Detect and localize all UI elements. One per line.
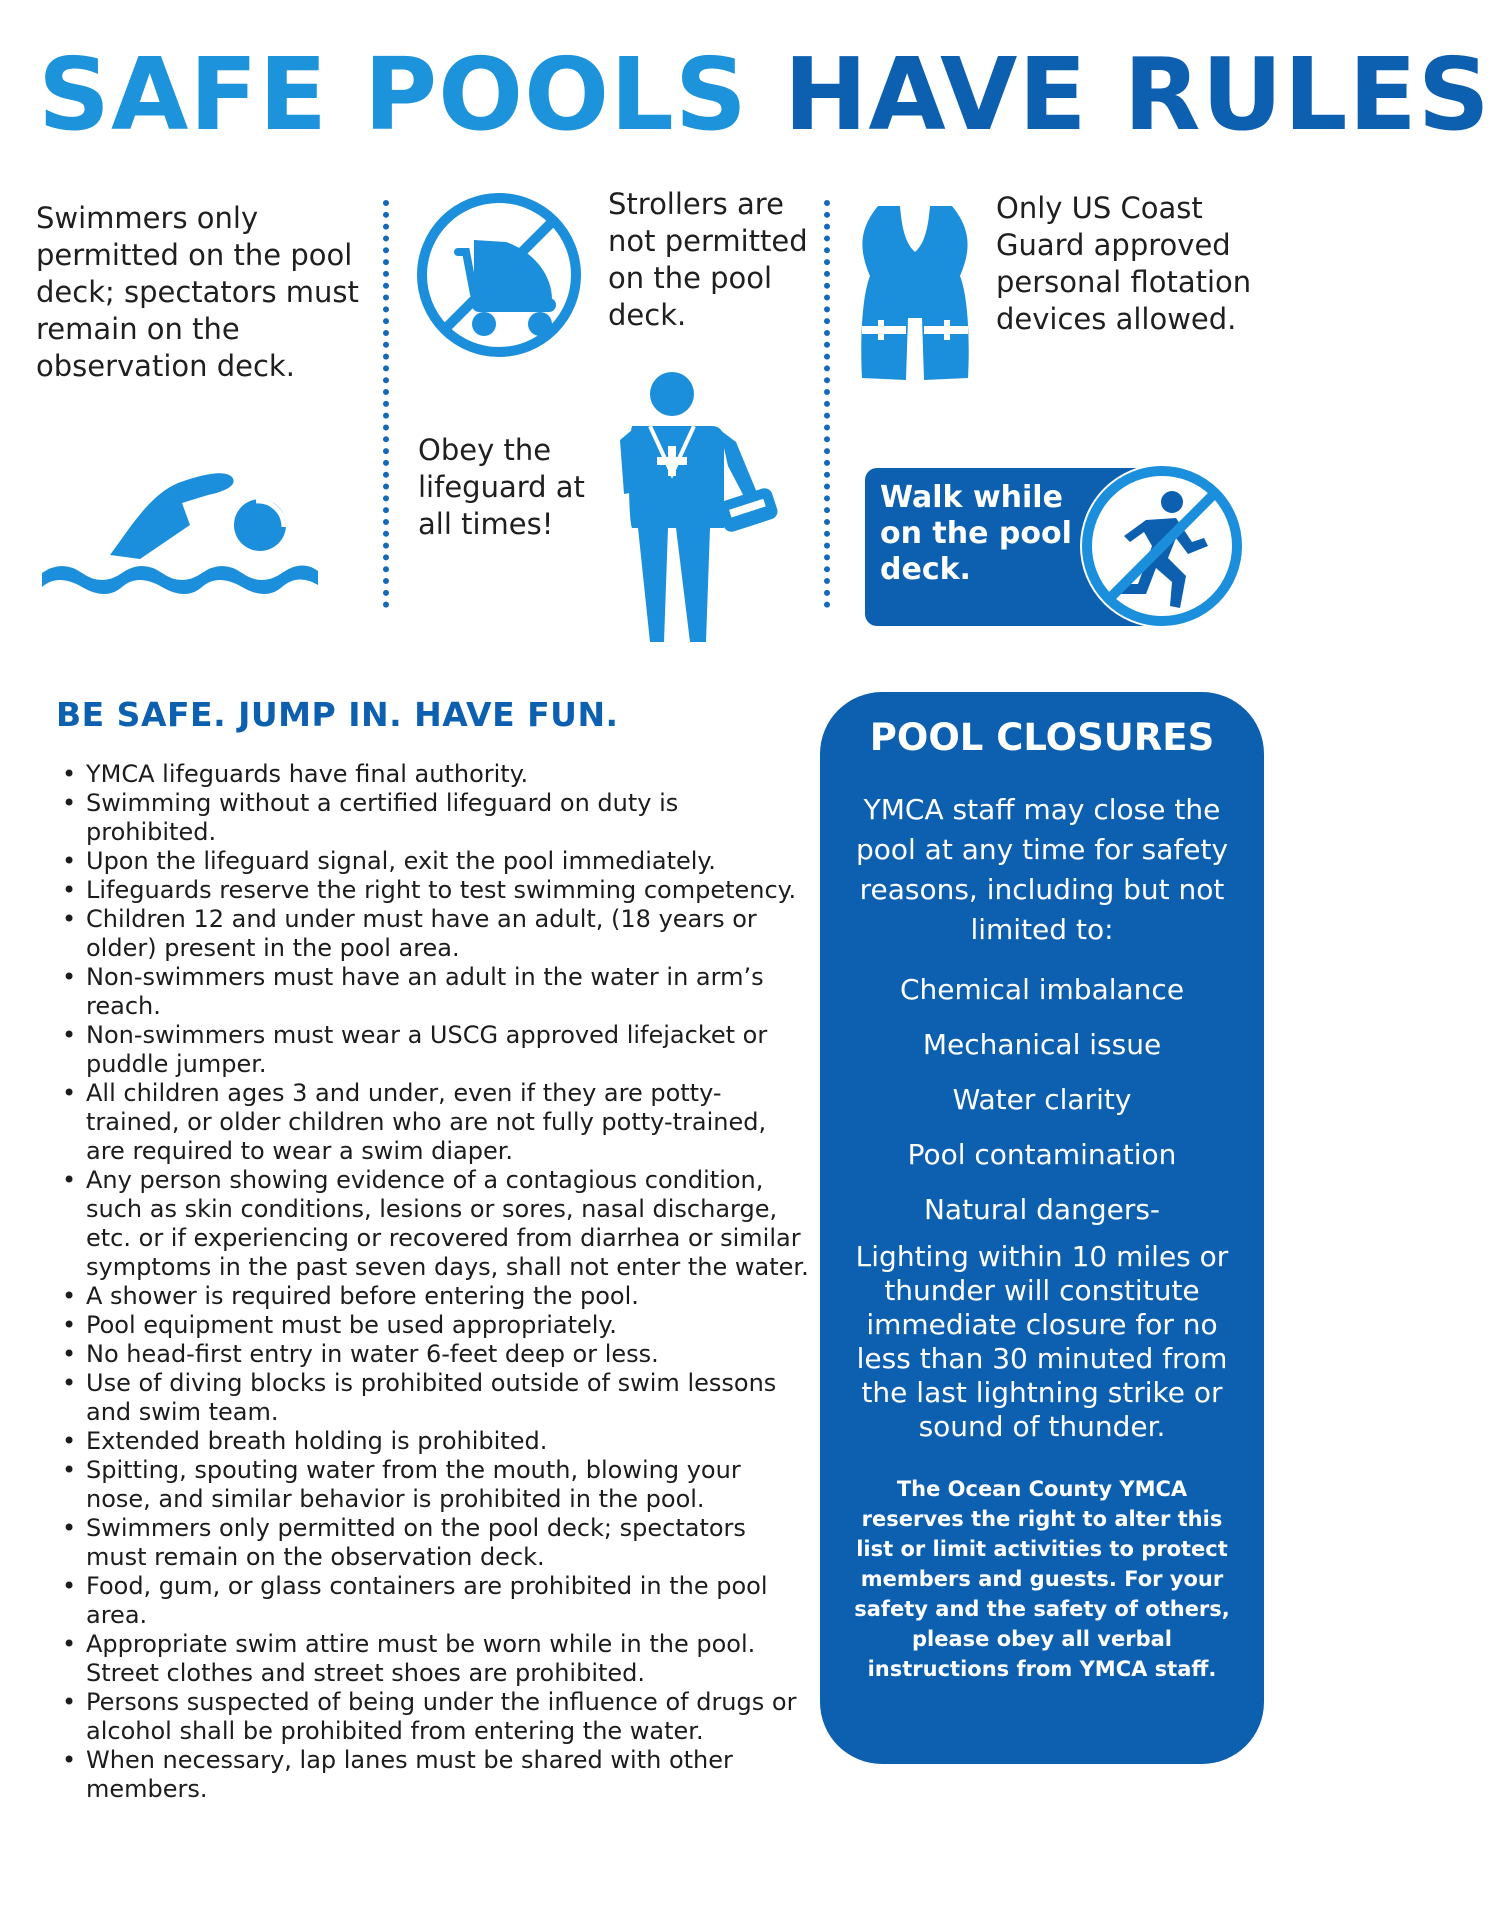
list-item: • Swimming without a certified lifeguard on duty is prohibited. xyxy=(58,789,810,847)
closures-title: POOL CLOSURES xyxy=(869,716,1215,759)
list-item: Water clarity xyxy=(952,1083,1132,1116)
list-item: • Lifeguards reserve the right to test swimming competency. xyxy=(58,876,810,905)
list-item: Mechanical issue xyxy=(922,1028,1162,1061)
list-item: • Upon the lifeguard signal, exit the pool immediately. xyxy=(58,847,810,876)
closures-footer: The Ocean County YMCA reserves the right to alter this list or limit activities to protect members and guests. For your safety and the safety of others, please obey all verbal instructions from YMCA staff. xyxy=(854,1477,1230,1681)
list-item: • Food, gum, or glass containers are prohibited in the pool area. xyxy=(58,1572,810,1630)
closures-reasons xyxy=(820,962,1264,1237)
divider-right xyxy=(824,200,830,608)
swimmer-icon xyxy=(40,455,320,595)
list-item: Chemical imbalance xyxy=(899,973,1185,1006)
list-item: • Extended breath holding is prohibited. xyxy=(58,1427,810,1456)
walk-rule: Walk while on the pool deck. xyxy=(880,480,1072,587)
list-item: • Non-swimmers must wear a USCG approved lifejacket or puddle jumper. xyxy=(58,1021,810,1079)
lifeguard-rule: Obey the lifeguard at all times! xyxy=(418,433,585,541)
rules-list xyxy=(58,760,810,1804)
life-vest-icon xyxy=(856,200,974,386)
list-item: • All children ages 3 and under, even if they are potty-trained, or older children who are not fully potty-trained, are required to wear a swim diaper. xyxy=(58,1079,810,1166)
flotation-rule: Only US Coast Guard approved personal flotation devices allowed. xyxy=(996,191,1252,336)
no-stroller-icon xyxy=(414,190,584,360)
title-part-2: HAVE RULES xyxy=(783,36,1491,153)
list-item: • No head-first entry in water 6-feet deep or less. xyxy=(58,1340,810,1369)
list-item: • YMCA lifeguards have final authority. xyxy=(58,760,810,789)
pool-closures-panel xyxy=(820,692,1264,1764)
list-item: • Appropriate swim attire must be worn while in the pool. Street clothes and street shoes are prohibited. xyxy=(58,1630,810,1688)
list-item: • When necessary, lap lanes must be shared with other members. xyxy=(58,1746,810,1804)
page-title xyxy=(38,36,1491,153)
lightning-rule: Lighting within 10 miles or thunder will constitute immediate closure for no less than 30 minuted from the last lightning strike or sound of thunder. xyxy=(855,1240,1229,1443)
list-item: • Children 12 and under must have an adult, (18 years or older) present in the pool area. xyxy=(58,905,810,963)
list-item: • A shower is required before entering the pool. xyxy=(58,1282,810,1311)
list-item: Pool contamination xyxy=(907,1138,1177,1171)
list-item: • Persons suspected of being under the influence of drugs or alcohol shall be prohibited from entering the water. xyxy=(58,1688,810,1746)
list-item: • Pool equipment must be used appropriately. xyxy=(58,1311,810,1340)
list-item: Natural dangers- xyxy=(923,1193,1161,1226)
no-running-icon xyxy=(1074,458,1250,634)
closures-intro: YMCA staff may close the pool at any time for safety reasons, including but not limited to: xyxy=(855,793,1229,946)
tagline: BE SAFE. JUMP IN. HAVE FUN. xyxy=(56,695,619,734)
list-item: • Non-swimmers must have an adult in the water in arm’s reach. xyxy=(58,963,810,1021)
list-item: • Swimmers only permitted on the pool deck; spectators must remain on the observation deck. xyxy=(58,1514,810,1572)
list-item: • Any person showing evidence of a contagious condition, such as skin conditions, lesions or sores, nasal discharge, etc. or if experiencing or recovered from diarrhea or similar symptoms in the past seven days, shall not enter the water. xyxy=(58,1166,810,1282)
list-item: • Use of diving blocks is prohibited outside of swim lessons and swim team. xyxy=(58,1369,810,1427)
divider-left xyxy=(383,200,389,608)
list-item: • Spitting, spouting water from the mouth, blowing your nose, and similar behavior is prohibited in the pool. xyxy=(58,1456,810,1514)
spectators-rule: Swimmers only permitted on the pool deck; spectators must remain on the observation deck. xyxy=(36,201,359,383)
title-part-1: SAFE POOLS xyxy=(38,36,748,153)
strollers-rule: Strollers are not permitted on the pool deck. xyxy=(608,187,808,332)
lifeguard-icon xyxy=(610,370,778,640)
